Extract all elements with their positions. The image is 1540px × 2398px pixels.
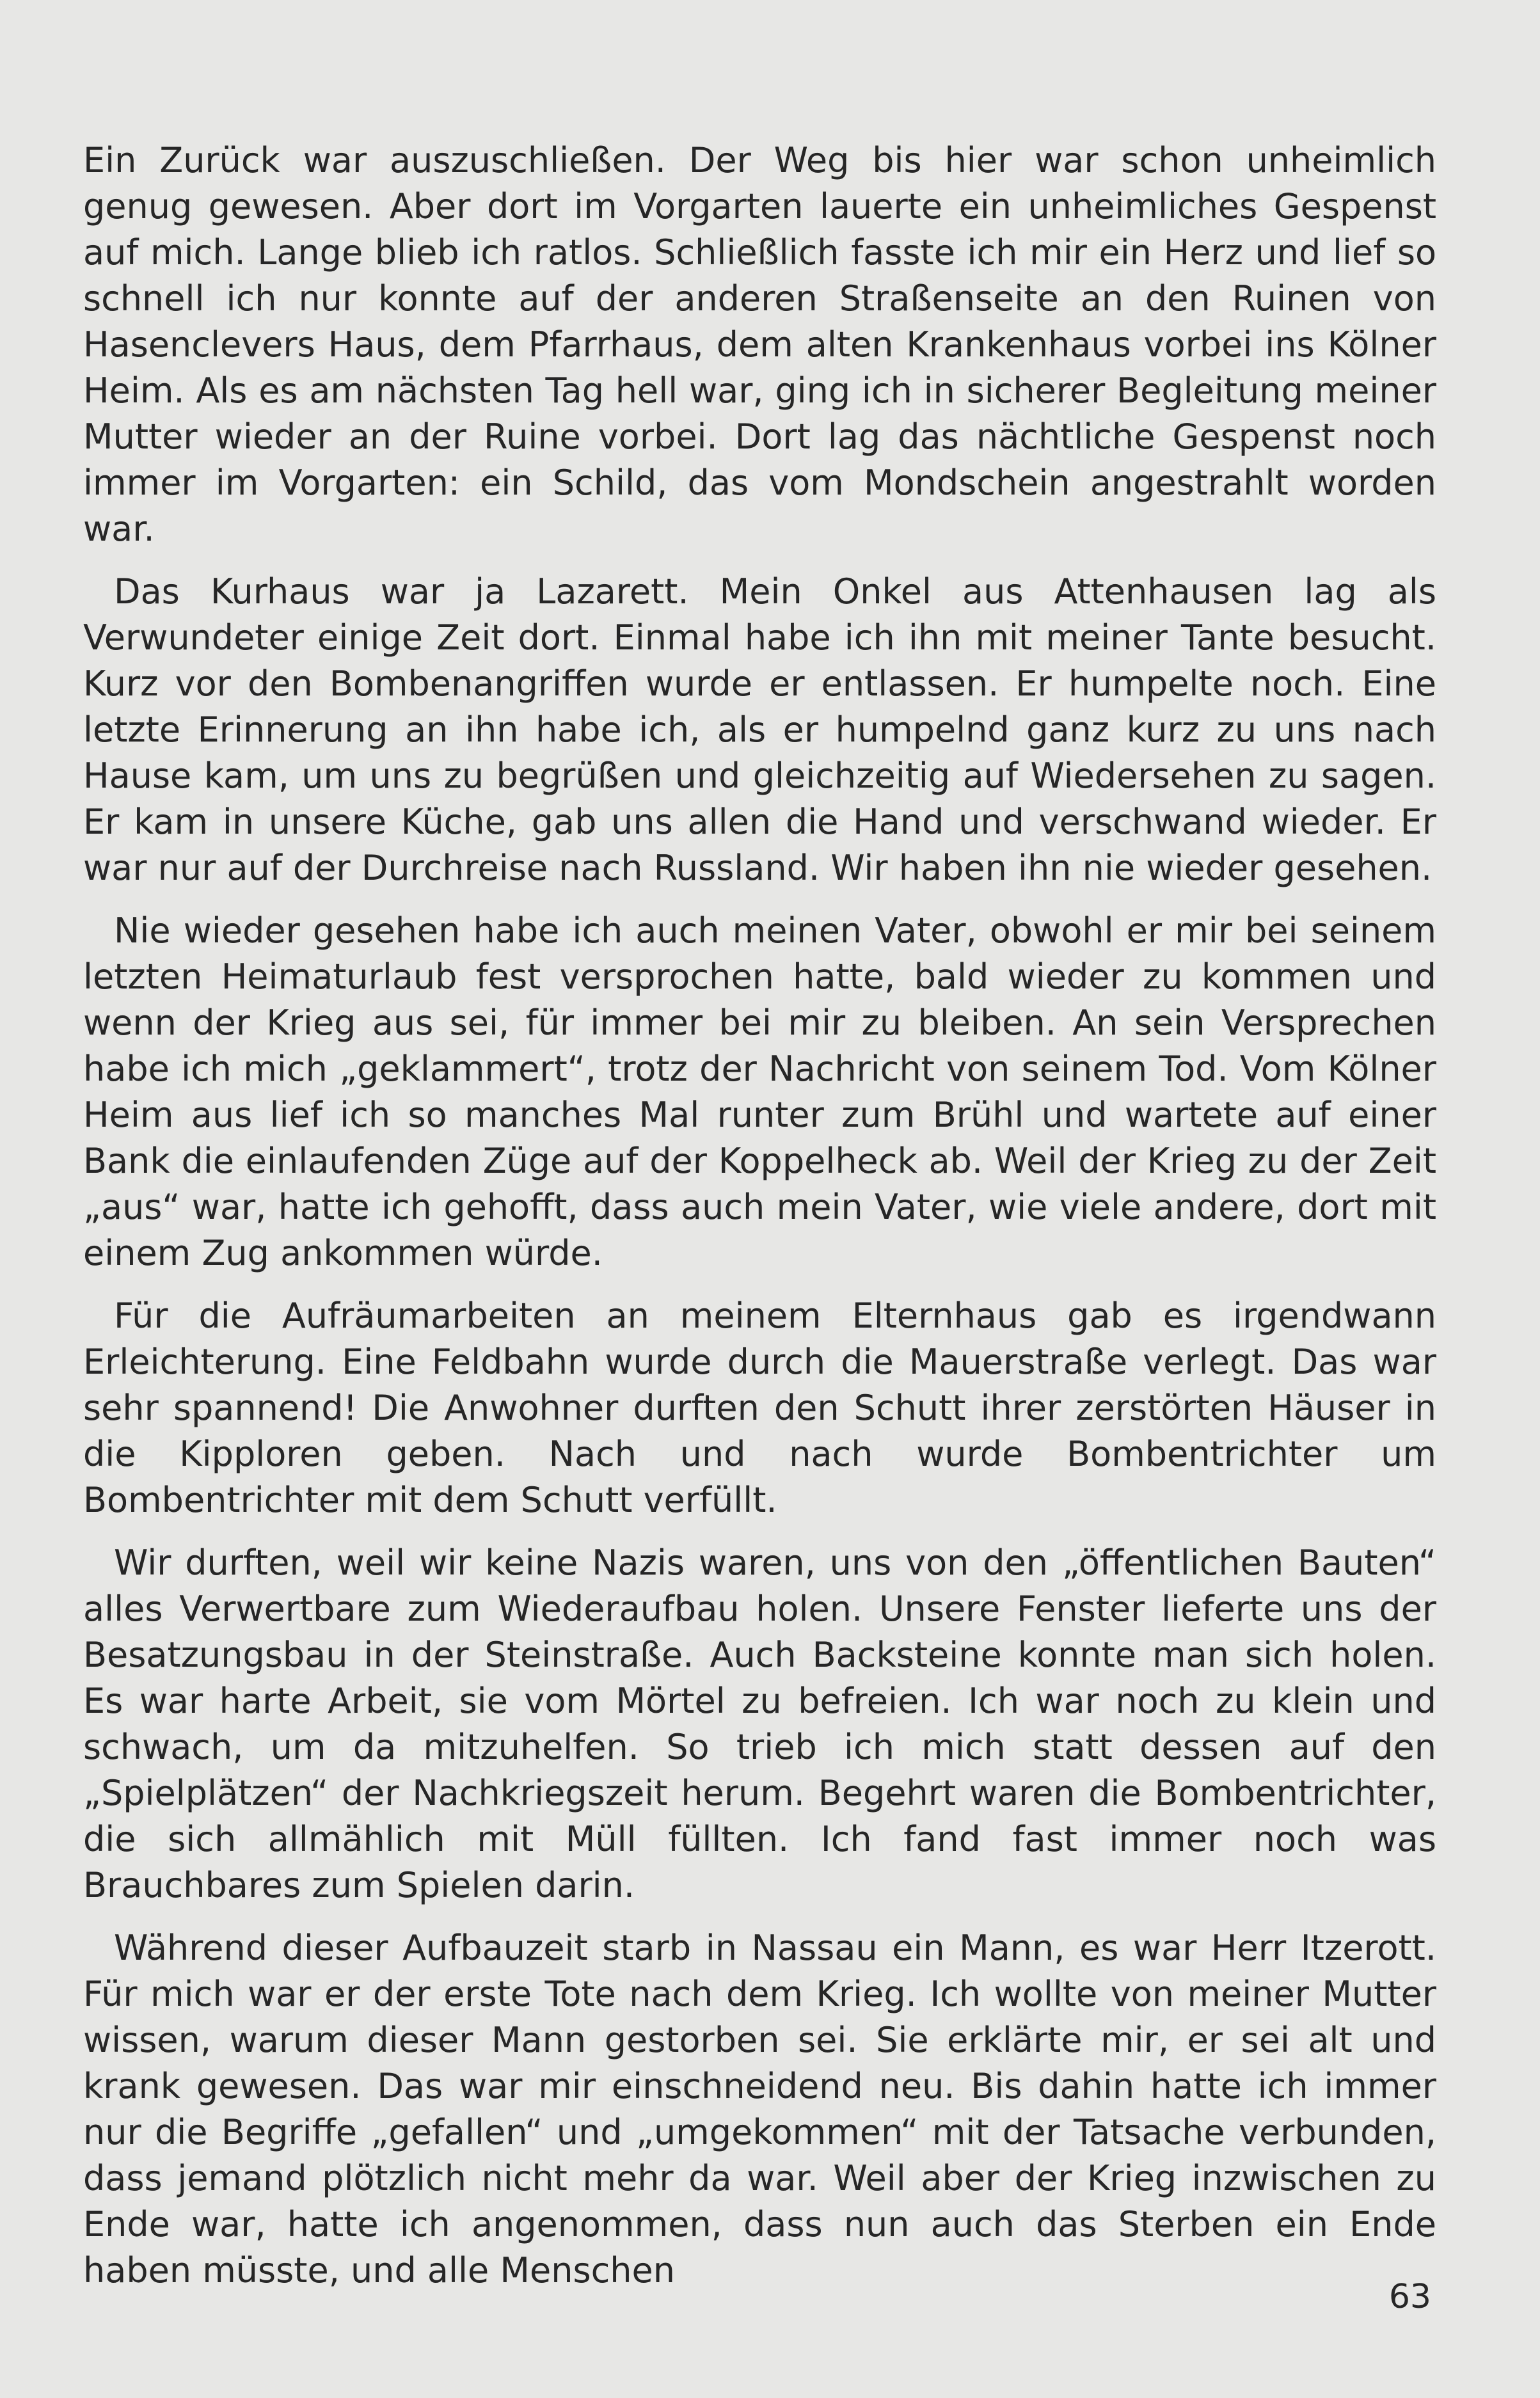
paragraph-1: Ein Zurück war auszuschließen. Der Weg bis hier war schon unheimlich genug gewesen. Aber dort im Vorgarten lauerte ein unheimliches Gespenst auf mich. Lange blieb ich ratlos. Schließlich fasste ich mir ein Herz und lief so schnell ich nur konnte auf der anderen Straßenseite an den Ruinen von Hasenclevers Haus, dem Pfarrhaus, dem alten Krankenhaus vorbei ins Kölner Heim. Als es am nächsten Tag hell war, ging ich in sicherer Begleitung meiner Mutter wieder an der Ruine vorbei. Dort lag das nächtliche Gespenst noch immer im Vorgarten: ein Schild, das vom Mondschein angestrahlt worden war. bbox=[83, 140, 1436, 549]
body-text bbox=[83, 138, 1436, 2310]
paragraph-4: Für die Aufräumarbeiten an meinem Elternhaus gab es irgendwann Erleichterung. Eine Feldbahn wurde durch die Mauerstraße verlegt. Das war sehr spannend! Die Anwohner durften den Schutt ihrer zerstörten Häuser in die Kipploren geben. Nach und nach wurde Bombentrichter um Bombentrichter mit dem Schutt verfüllt. bbox=[83, 1296, 1436, 1520]
paragraph-2: Das Kurhaus war ja Lazarett. Mein Onkel aus Attenhausen lag als Verwundeter einige Zeit dort. Einmal habe ich ihn mit meiner Tante besucht. Kurz vor den Bombenangriffen wurde er entlassen. Er humpelte noch. Eine letzte Erinnerung an ihn habe ich, als er humpelnd ganz kurz zu uns nach Hause kam, um uns zu begrüßen und gleichzeitig auf Wiedersehen zu sagen. Er kam in unsere Küche, gab uns allen die Hand und verschwand wieder. Er war nur auf der Durchreise nach Russland. Wir haben ihn nie wieder gesehen. bbox=[83, 571, 1436, 888]
page-number: 63 bbox=[1388, 2278, 1431, 2316]
paragraph-5: Wir durften, weil wir keine Nazis waren, uns von den „öffentlichen Bauten“ alles Verwertbare zum Wiederaufbau holen. Unsere Fenster lieferte uns der Besatzungsbau in der Steinstraße. Auch Backsteine konnte man sich holen. Es war harte Arbeit, sie vom Mörtel zu befreien. Ich war noch zu klein und schwach, um da mitzuhelfen. So trieb ich mich statt dessen auf den „Spielplätzen“ der Nachkriegszeit herum. Begehrt waren die Bombentrichter, die sich allmählich mit Müll füllten. Ich fand fast immer noch was Brauchbares zum Spielen darin. bbox=[83, 1543, 1436, 1905]
paragraph-6: Während dieser Aufbauzeit starb in Nassau ein Mann, es war Herr Itzerott. Für mich war er der erste Tote nach dem Krieg. Ich wollte von meiner Mutter wissen, warum dieser Mann gestorben sei. Sie erklärte mir, er sei alt und krank gewesen. Das war mir einschneidend neu. Bis dahin hatte ich immer nur die Begriffe „gefallen“ und „umgekommen“ mit der Tatsache verbunden, dass jemand plötzlich nicht mehr da war. Weil aber der Krieg inzwischen zu Ende war, hatte ich angenommen, dass nun auch das Sterben ein Ende haben müsste, und alle Menschen bbox=[83, 1928, 1436, 2291]
paragraph-3: Nie wieder gesehen habe ich auch meinen Vater, obwohl er mir bei seinem letzten Heimaturlaub fest versprochen hatte, bald wieder zu kommen und wenn der Krieg aus sei, für immer bei mir zu bleiben. An sein Versprechen habe ich mich „geklammert“, trotz der Nachricht von seinem Tod. Vom Kölner Heim aus lief ich so manches Mal runter zum Brühl und wartete auf einer Bank die einlaufenden Züge auf der Koppelheck ab. Weil der Krieg zu der Zeit „aus“ war, hatte ich gehofft, dass auch mein Vater, wie viele andere, dort mit einem Zug ankommen würde. bbox=[83, 910, 1436, 1273]
